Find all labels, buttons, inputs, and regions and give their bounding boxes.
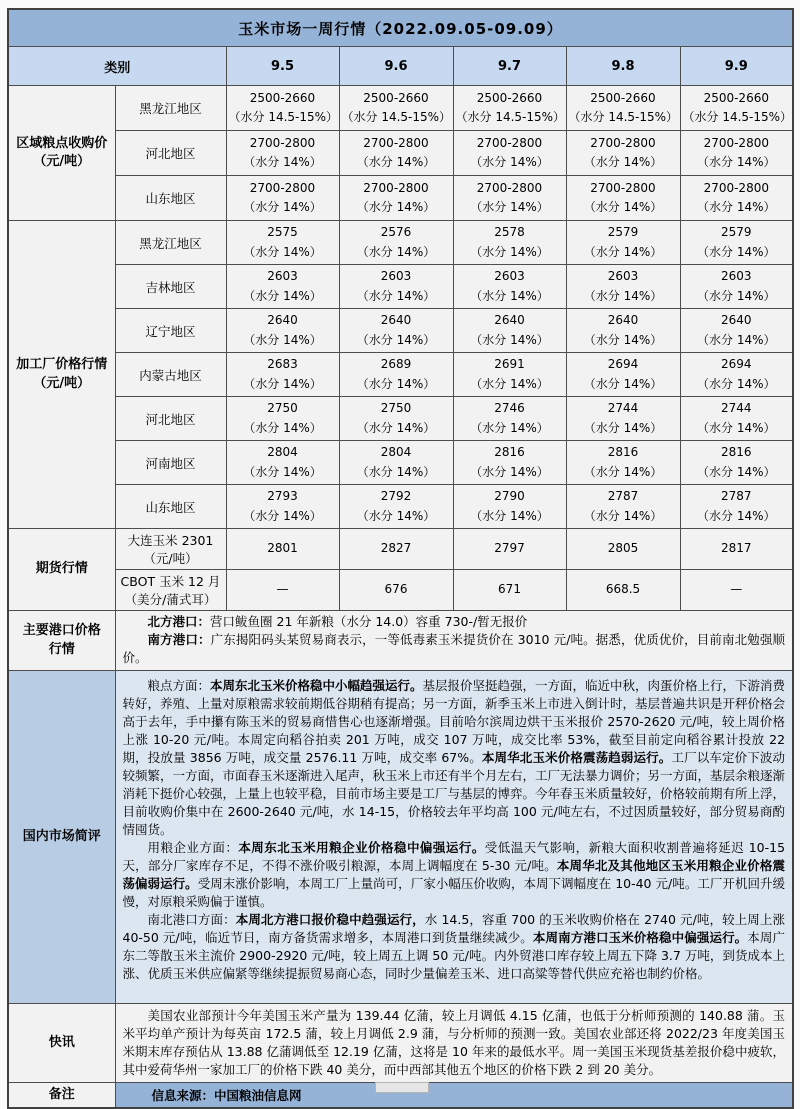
moisture: （水分 14.5-15%） [568, 110, 679, 124]
price: 2500-2660 [703, 90, 769, 105]
price-cell [680, 221, 793, 265]
table-row [8, 221, 793, 265]
price: 2603 [721, 269, 752, 284]
moisture: （水分 14%） [356, 200, 436, 214]
moisture: （水分 14%） [583, 332, 663, 347]
price-cell [566, 131, 680, 176]
moisture: （水分 14%） [470, 288, 549, 303]
column-header-category: 类别 [8, 47, 226, 86]
price-cell [226, 353, 339, 397]
price-cell [453, 86, 566, 131]
moisture: （水分 14%） [697, 155, 776, 169]
moisture: （水分 14%） [697, 200, 776, 214]
price: 2700-2800 [363, 135, 429, 150]
price: 2575 [267, 225, 298, 240]
table-row [8, 570, 793, 611]
price-cell [453, 221, 566, 265]
moisture: （水分 14%） [583, 200, 663, 214]
moisture: （水分 14%） [356, 376, 436, 391]
price-cell [339, 265, 453, 309]
table-row [8, 47, 793, 86]
price: 2640 [380, 313, 412, 328]
price: 2744 [607, 401, 639, 416]
section-label-line: 区域粮点收购价 [16, 135, 108, 151]
price-cell [339, 397, 453, 441]
table-row [8, 86, 793, 131]
price-cell [453, 176, 566, 221]
moisture: （水分 14%） [697, 288, 776, 303]
price: 2816 [607, 445, 639, 460]
price: 2700-2800 [249, 135, 316, 150]
price: 2700-2800 [703, 180, 769, 195]
price-cell [680, 265, 793, 309]
price: 2500-2660 [363, 90, 429, 105]
price-cell [680, 353, 793, 397]
moisture: （水分 14%） [583, 155, 663, 169]
futures-value-cell: 676 [339, 570, 453, 611]
table-row [8, 441, 793, 485]
price-cell [339, 176, 453, 221]
price: 2579 [607, 225, 639, 240]
futures-value-cell: 2827 [339, 529, 453, 570]
price: 2500-2660 [476, 90, 543, 105]
price-cell [566, 176, 680, 221]
note-source: 信息来源：中国粮油信息网 [115, 1083, 793, 1109]
moisture: （水分 14%） [356, 508, 436, 523]
moisture: （水分 14%） [697, 244, 776, 259]
price: 2579 [721, 225, 752, 240]
south-port-text: 南方港口：广东揭阳码头某贸易商表示，一等低毒素玉米提货价在 3010 元/吨。据悉，优质优价，目前南北勉强顺价。 [122, 632, 786, 665]
price: 2804 [380, 445, 412, 460]
moisture: （水分 14%） [470, 332, 549, 347]
price: 2700-2800 [703, 135, 769, 150]
moisture: （水分 14.5-15%） [455, 110, 566, 124]
moisture: （水分 14%） [356, 420, 436, 435]
region-label: 黑龙江地区 [115, 86, 226, 131]
moisture: （水分 14%） [243, 332, 322, 347]
region-label: 辽宁地区 [115, 309, 226, 353]
news-text: 美国农业部预计今年美国玉米产量为 139.44 亿蒲，较上月调低 4.15 亿蒲，也低于分析师预测的 140.88 蒲。玉米平均单产预计为每英亩 172.5 蒲，较上月调低 2.9 蒲，与分析师的预测一致。美国农业部还将 2022/23 年度美国玉米期末库存预估从 13.88 亿蒲调低至 12.19 亿蒲，这将是 10 年来的最低水平。周一美国玉米现货基差报价稳中疲软，其中爱荷华州一家加工厂的价格下跌 40 美分，而中西部其他五个地区的价格下跌 2 到 20 美分。 [122, 1007, 786, 1077]
market-review-paragraph: 用粮企业方面：本周东北玉米用粮企业价格稳中偏强运行。受低温天气影响，新粮大面积收割普遍将延迟 10-15 天，部分厂家库存不足，不得不涨价吸引粮源，本周上调幅度在 5-30 元/吨。本周华北及其他地区玉米用粮企业价格震荡偏弱运行。受周末涨价影响，本周工厂上量尚可，厂家小幅压价收购，本周下调幅度在 10-40 元/吨。工厂开机回升缓慢，对原粮采购偏于谨慎。 [122, 840, 786, 909]
futures-contract-label [115, 570, 226, 611]
column-header-date: 9.5 [226, 47, 339, 86]
price: 2816 [494, 445, 525, 460]
table-row [8, 309, 793, 353]
region-label: 河南地区 [115, 441, 226, 485]
table-row [8, 485, 793, 529]
price-cell [453, 265, 566, 309]
price: 2790 [494, 489, 525, 504]
moisture: （水分 14.5-15%） [682, 110, 793, 124]
table-row [8, 529, 793, 570]
section-label-news: 快讯 [8, 1004, 115, 1083]
section-label-line: 主要港口价格 [22, 623, 101, 639]
moisture: （水分 14%） [243, 200, 322, 214]
table-row [8, 397, 793, 441]
section-label-market-review: 国内市场简评 [8, 671, 115, 1004]
price: 2750 [380, 401, 412, 416]
price-cell [453, 485, 566, 529]
moisture: （水分 14%） [470, 376, 549, 391]
price: 2640 [607, 313, 639, 328]
price: 2640 [721, 313, 752, 328]
price: 2700-2800 [476, 180, 543, 195]
column-header-date: 9.6 [339, 47, 453, 86]
market-review-paragraph: 南北港口方面：本周北方港口报价稳中趋强运行，水 14.5，容重 700 的玉米收购价格在 2740 元/吨，较上周上涨 40-50 元/吨，临近节日，南方备货需求增多，本周港口到货量继续减少。本周南方港口玉米价格稳中偏强运行。本周广东二等散玉米主流价 2900-2920 元/吨，较上周五上调 50 元/吨。内外贸港口库存较上周五下降 3.7 万吨，到货成本上涨、优质玉米供应偏紧等继续提振贸易商心态，同时少量偏差玉米、进口高粱等替代供应充裕也制约价格。 [122, 912, 786, 981]
section-label-line: （元/吨） [33, 154, 91, 169]
futures-value-cell: 668.5 [566, 570, 680, 611]
table-row [8, 353, 793, 397]
moisture: （水分 14%） [583, 288, 663, 303]
price-cell [339, 309, 453, 353]
price: 2578 [494, 225, 525, 240]
moisture: （水分 14%） [243, 155, 322, 169]
report-title: 玉米市场一周行情（2022.09.05-09.09） [8, 9, 793, 47]
column-header-date: 9.8 [566, 47, 680, 86]
moisture: （水分 14%） [583, 244, 663, 259]
contract-unit: （美分/蒲式耳） [124, 592, 217, 607]
moisture: （水分 14%） [243, 508, 322, 523]
price-cell [226, 131, 339, 176]
moisture: （水分 14%） [697, 332, 776, 347]
moisture: （水分 14%） [470, 155, 549, 169]
price: 2640 [267, 313, 298, 328]
price: 2640 [494, 313, 525, 328]
table-row [8, 671, 793, 1004]
price-cell [226, 176, 339, 221]
moisture: （水分 14%） [697, 376, 776, 391]
news-content [115, 1004, 793, 1083]
price-cell [566, 441, 680, 485]
price-cell [680, 131, 793, 176]
futures-value-cell: 2797 [453, 529, 566, 570]
price-cell [226, 309, 339, 353]
price-cell [226, 221, 339, 265]
moisture: （水分 14%） [697, 508, 776, 523]
moisture: （水分 14%） [243, 288, 322, 303]
contract-name: CBOT 玉米 12 月 [120, 574, 221, 589]
futures-contract-label [115, 529, 226, 570]
moisture: （水分 14%） [470, 420, 549, 435]
price-cell [680, 397, 793, 441]
moisture: （水分 14.5-15%） [228, 110, 339, 124]
price-cell [680, 309, 793, 353]
price: 2700-2800 [476, 135, 543, 150]
price-cell [339, 353, 453, 397]
price-cell [453, 397, 566, 441]
moisture: （水分 14.5-15%） [341, 110, 452, 124]
corn-market-table [7, 8, 794, 1109]
contract-name: 大连玉米 2301 [127, 533, 214, 548]
price-cell [453, 353, 566, 397]
table-row [8, 611, 793, 671]
section-label-regional-purchase [8, 86, 115, 221]
section-label-processing-price [8, 221, 115, 529]
price: 2603 [380, 269, 412, 284]
region-label: 内蒙古地区 [115, 353, 226, 397]
moisture: （水分 14%） [356, 155, 436, 169]
price-cell [453, 131, 566, 176]
price-cell [339, 221, 453, 265]
price-cell [339, 86, 453, 131]
section-label-ports [8, 611, 115, 671]
moisture: （水分 14%） [583, 508, 663, 523]
price-cell [566, 353, 680, 397]
price: 2683 [267, 357, 298, 372]
price-cell [453, 309, 566, 353]
price: 2787 [607, 489, 639, 504]
market-review-paragraph: 粮点方面：本周东北玉米价格稳中小幅趋强运行。基层报价坚挺趋强，一方面，临近中秋，肉蛋价格上行，下游消费转好，养殖、上量对原粮需求较前期低谷期稍有提高；另一方面，新季玉米上市进入倒计时，基层普遍共识是开秤价格会高于去年，手中攥有陈玉米的贸易商惜售心也逐渐增强。目前哈尔滨周边烘干玉米报价 2570-2620 元/吨，较上周价格上涨 10-20 元/吨。本周定向稻谷拍卖 201 万吨，成交 107 万吨，成交比率 53%，截至目前定向稻谷累计投放 22 期，投放量 3856 万吨，成交量 2576.11 万吨，成交率 67%。本周华北玉米价格震荡趋弱运行。工厂以车定价下波动较频繁，一方面，市面春玉米逐渐进入尾声，秋玉米上市还有半个月左右，工厂无法暴力调价；另一方面，基层余粮逐渐消耗下挺价心较强，上量上也较平稳，目前市场主要是工厂与基层的博弈。今年春玉米质量较好，价格较前期有所上浮，目前收购价集中在 2600-2640 元/吨，水 14-15，价格较去年平均高 100 元/吨左右，不过因质量较好，部分贸易商酌情囤货。 [122, 678, 786, 837]
price: 2576 [380, 225, 412, 240]
price: 2603 [267, 269, 298, 284]
price-cell [339, 131, 453, 176]
moisture: （水分 14%） [356, 464, 436, 479]
moisture: （水分 14%） [243, 464, 322, 479]
moisture: （水分 14%） [470, 200, 549, 214]
price-cell [566, 221, 680, 265]
price-cell [226, 86, 339, 131]
moisture: （水分 14%） [470, 464, 549, 479]
price-cell [339, 485, 453, 529]
region-label: 山东地区 [115, 485, 226, 529]
north-port-text: 北方港口：营口鲅鱼圈 21 年新粮（水分 14.0）容重 730-/暂无报价 [147, 614, 528, 629]
price: 2500-2660 [590, 90, 656, 105]
moisture: （水分 14%） [243, 244, 322, 259]
moisture: （水分 14%） [470, 244, 549, 259]
futures-value-cell: — [680, 570, 793, 611]
moisture: （水分 14%） [356, 288, 436, 303]
price: 2700-2800 [249, 180, 316, 195]
price-cell [680, 441, 793, 485]
table-row [8, 131, 793, 176]
price-cell [339, 441, 453, 485]
price-cell [226, 441, 339, 485]
price-cell [680, 86, 793, 131]
section-label-line: 加工厂价格行情 [16, 357, 108, 373]
moisture: （水分 14%） [356, 244, 436, 259]
section-label-note: 备注 [8, 1083, 115, 1109]
section-label-line: 行情 [48, 641, 75, 657]
price-cell [566, 309, 680, 353]
table-row [8, 265, 793, 309]
region-label: 吉林地区 [115, 265, 226, 309]
column-header-date: 9.9 [680, 47, 793, 86]
price: 2700-2800 [590, 135, 656, 150]
price: 2744 [721, 401, 752, 416]
price: 2750 [267, 401, 298, 416]
table-row [8, 9, 793, 47]
price-cell [680, 485, 793, 529]
price: 2700-2800 [590, 180, 656, 195]
moisture: （水分 14%） [470, 508, 549, 523]
futures-value-cell: 2801 [226, 529, 339, 570]
region-label: 山东地区 [115, 176, 226, 221]
price-cell [226, 265, 339, 309]
price-cell [453, 441, 566, 485]
moisture: （水分 14%） [583, 420, 663, 435]
price: 2816 [721, 445, 752, 460]
price: 2603 [494, 269, 525, 284]
price: 2793 [267, 489, 298, 504]
price: 2746 [494, 401, 525, 416]
price: 2694 [607, 357, 639, 372]
price: 2792 [380, 489, 412, 504]
moisture: （水分 14%） [697, 464, 776, 479]
moisture: （水分 14%） [697, 420, 776, 435]
futures-value-cell: 2817 [680, 529, 793, 570]
futures-value-cell: 671 [453, 570, 566, 611]
price: 2694 [721, 357, 752, 372]
price-cell [566, 265, 680, 309]
table-row [8, 176, 793, 221]
ports-content [115, 611, 793, 671]
moisture: （水分 14%） [243, 376, 322, 391]
region-label: 河北地区 [115, 397, 226, 441]
price: 2689 [380, 357, 412, 372]
price-cell [680, 176, 793, 221]
price: 2804 [267, 445, 298, 460]
moisture: （水分 14%） [583, 376, 663, 391]
price: 2787 [721, 489, 752, 504]
moisture: （水分 14%） [583, 464, 663, 479]
price: 2603 [607, 269, 639, 284]
price-cell [226, 397, 339, 441]
price-cell [566, 86, 680, 131]
market-review-content [115, 671, 793, 1004]
region-label: 黑龙江地区 [115, 221, 226, 265]
futures-value-cell: — [226, 570, 339, 611]
region-label: 河北地区 [115, 131, 226, 176]
column-header-date: 9.7 [453, 47, 566, 86]
futures-value-cell: 2805 [566, 529, 680, 570]
contract-unit: （元/吨） [143, 551, 198, 566]
section-label-line: （元/吨） [33, 375, 91, 391]
price: 2500-2660 [249, 90, 316, 105]
horizontal-scrollbar-thumb[interactable] [375, 1082, 429, 1093]
moisture: （水分 14%） [356, 332, 436, 347]
price-cell [226, 485, 339, 529]
table-row [8, 1004, 793, 1083]
price-cell [566, 397, 680, 441]
price: 2691 [494, 357, 525, 372]
price: 2700-2800 [363, 180, 429, 195]
section-label-futures: 期货行情 [8, 529, 115, 611]
moisture: （水分 14%） [243, 420, 322, 435]
price-cell [566, 485, 680, 529]
